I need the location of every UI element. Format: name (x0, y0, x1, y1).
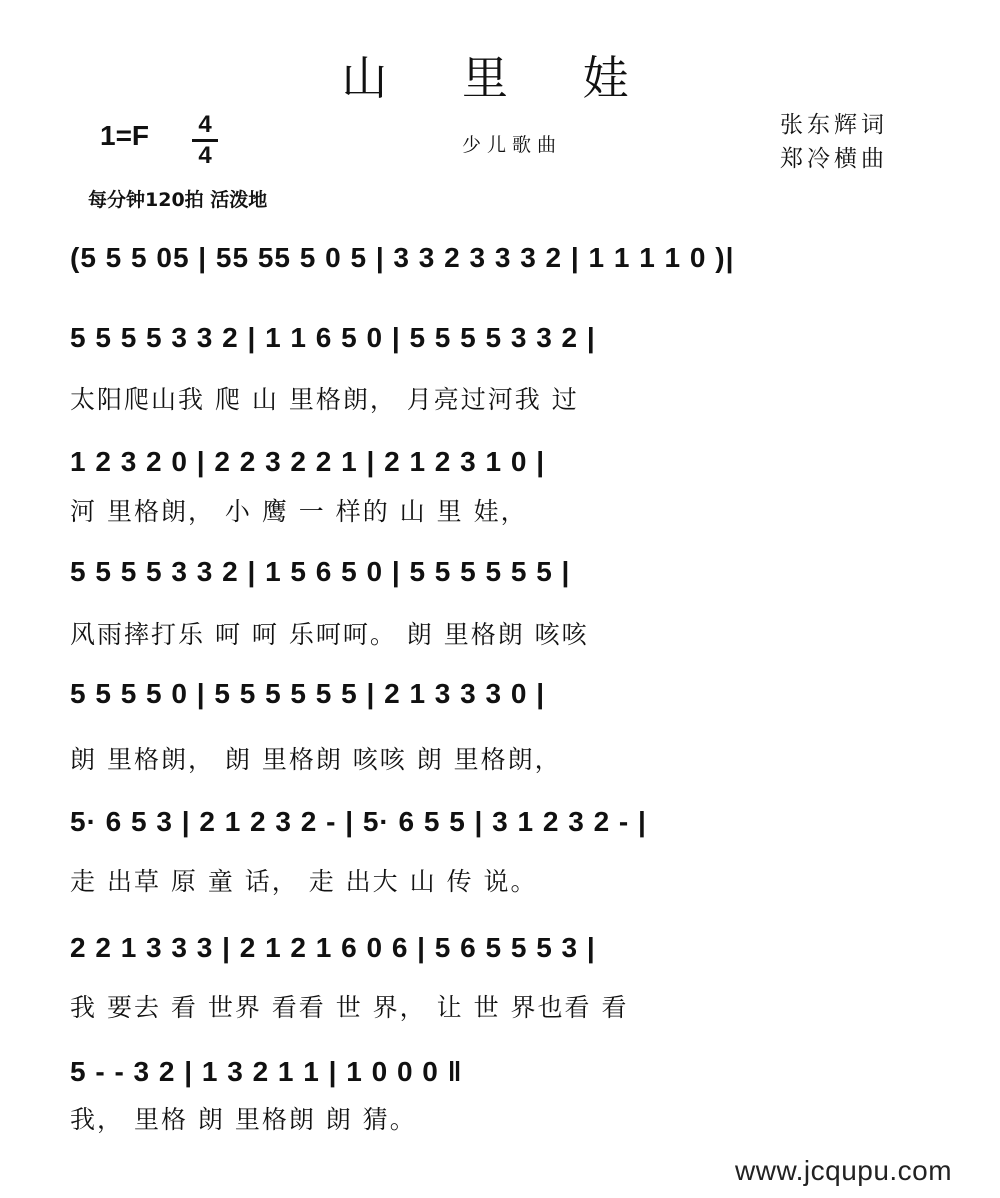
lyric-line: 我 要去 看 世界 看看 世 界， 让 世 界也看 看 (70, 993, 629, 1022)
lyric-line: 朗 里格朗， 朗 里格朗 咳咳 朗 里格朗， (70, 745, 562, 774)
staff-line (70, 236, 925, 286)
numbered-notes: (5 5 5 05 | 55 55 5 0 5 | 3 3 2 3 3 3 2 | 1 1 1 1 0 )| (70, 242, 735, 273)
staff-line (70, 926, 925, 976)
numbered-notes: 5 - - 3 2 | 1 3 2 1 1 | 1 0 0 0 ‖ (70, 1056, 463, 1087)
numbered-notes: 5 5 5 5 0 | 5 5 5 5 5 5 | 2 1 3 3 3 0 | (70, 678, 546, 709)
site-watermark: www.jcqupu.com (735, 1155, 953, 1186)
song-title: 山 里 娃 (341, 51, 659, 105)
lyricist-credit: 张东辉词 (780, 112, 888, 138)
numbered-notes: 5· 6 5 3 | 2 1 2 3 2 - | 5· 6 5 5 | 3 1 2 3 2 - | (70, 806, 647, 837)
time-signature-bottom: 4 (198, 142, 212, 169)
lyric-line: 走 出草 原 童 话， 走 出大 山 传 说。 (70, 867, 538, 896)
composer-credit: 郑冷横曲 (780, 146, 888, 172)
staff-line (70, 672, 925, 722)
time-signature-top: 4 (198, 111, 212, 138)
lyric-line: 我， 里格 朗 里格朗 朗 猜。 (70, 1105, 417, 1134)
key-signature: 1=F (100, 120, 150, 151)
genre-label: 少儿歌曲 (462, 134, 563, 156)
staff-line (70, 800, 925, 850)
numbered-notes: 1 2 3 2 0 | 2 2 3 2 2 1 | 2 1 2 3 1 0 | (70, 446, 546, 477)
numbered-notes: 5 5 5 5 3 3 2 | 1 1 6 5 0 | 5 5 5 5 3 3 2 | (70, 322, 596, 353)
numbered-notes: 2 2 1 3 3 3 | 2 1 2 1 6 0 6 | 5 6 5 5 5 3 | (70, 932, 596, 963)
staff-line (70, 316, 925, 366)
time-signature (190, 112, 220, 169)
staff-line (70, 1050, 925, 1100)
tempo-marking: 每分钟120拍 活泼地 (88, 189, 268, 211)
staff-line (70, 550, 925, 600)
staff-line (70, 440, 925, 490)
numbered-notes: 5 5 5 5 3 3 2 | 1 5 6 5 0 | 5 5 5 5 5 5 | (70, 556, 571, 587)
lyric-line: 河 里格朗， 小 鹰 一 样的 山 里 娃， (70, 497, 528, 526)
lyric-line: 太阳爬山我 爬 山 里格朗， 月亮过河我 过 (70, 385, 579, 414)
lyric-line: 风雨摔打乐 呵 呵 乐呵呵。 朗 里格朗 咳咳 (70, 620, 589, 649)
